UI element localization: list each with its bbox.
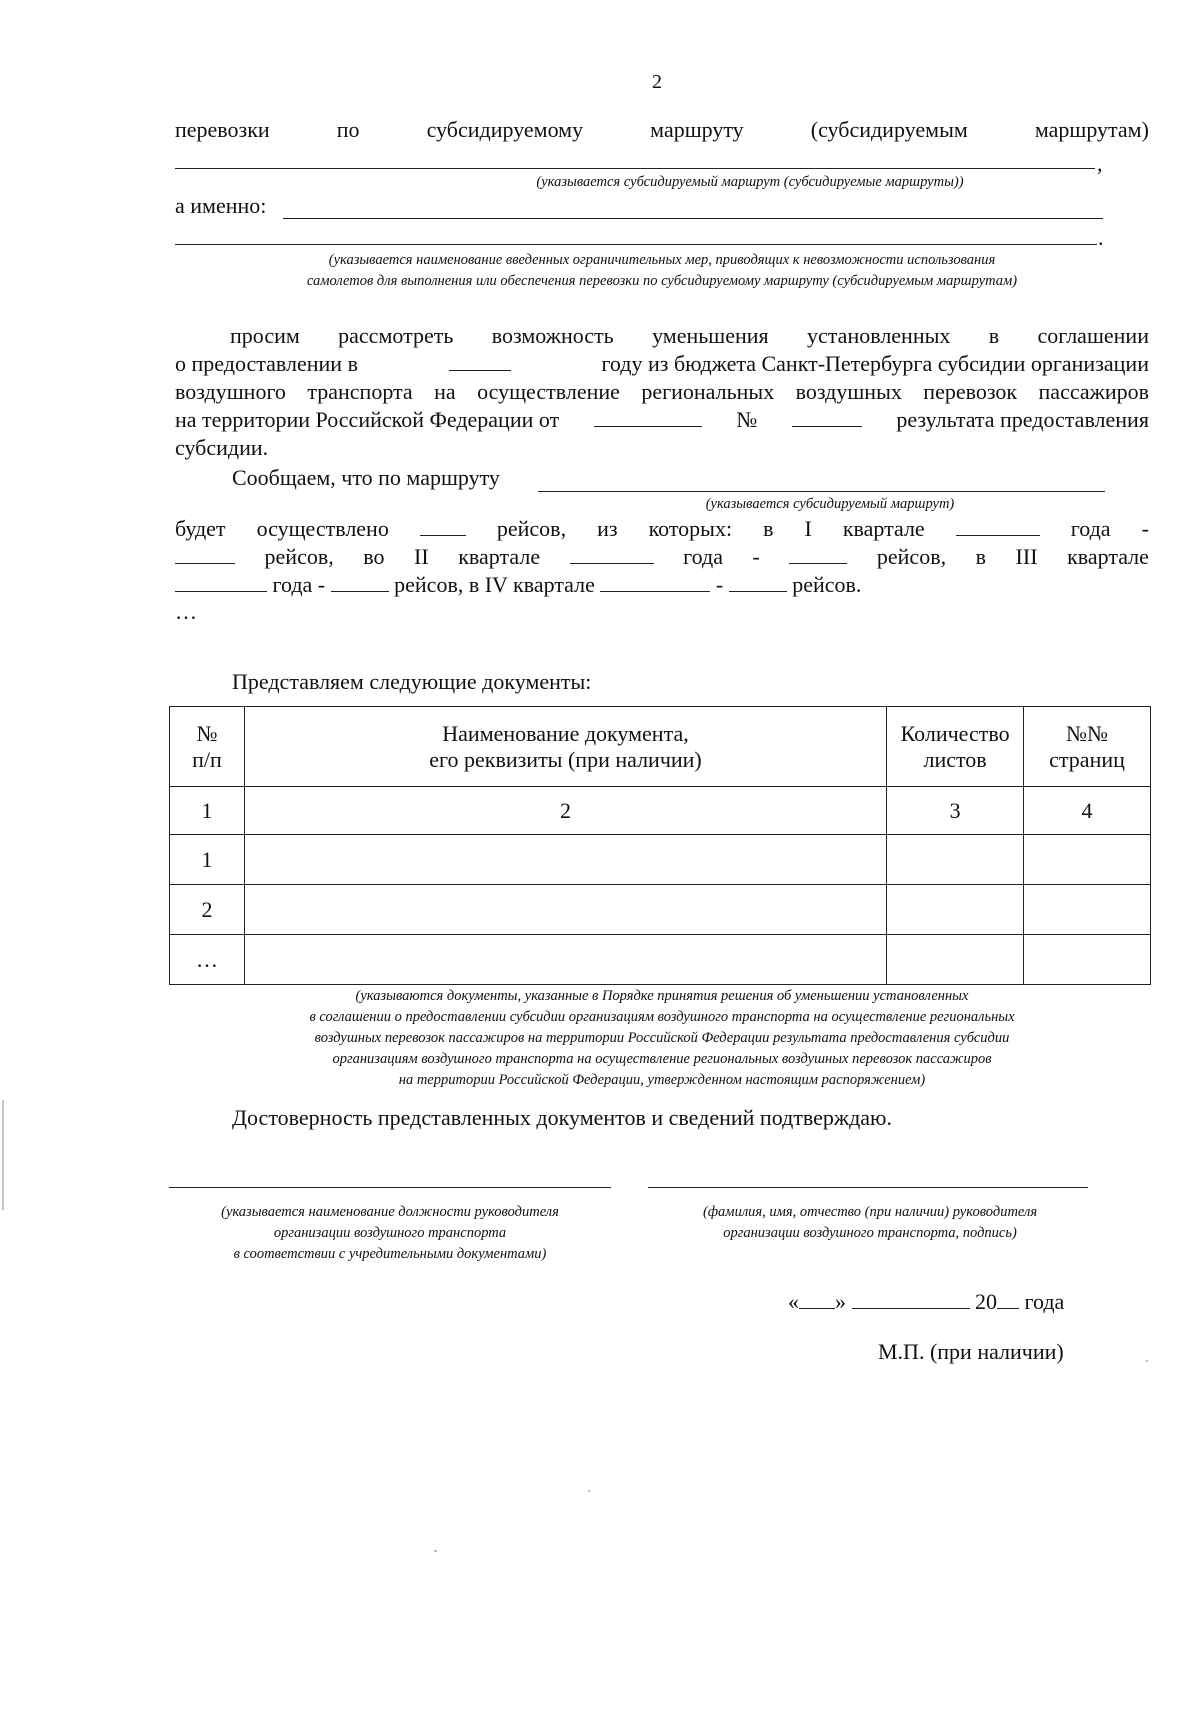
q4-year-field[interactable] <box>600 571 710 592</box>
para1-line4 <box>175 406 1149 434</box>
table-cell: 2 <box>244 787 886 835</box>
document-name-cell[interactable] <box>244 935 886 985</box>
confirmation: Достоверность представленных документов и сведений подтверждаю. <box>232 1105 892 1130</box>
word: осуществлено <box>256 516 389 541</box>
word: квартале <box>1067 544 1149 569</box>
signature-field[interactable] <box>648 1187 1088 1188</box>
word: года <box>1070 516 1111 541</box>
word: возможность <box>491 323 614 348</box>
number-sign: № <box>736 407 758 432</box>
q1-flights-field[interactable] <box>175 543 235 564</box>
word: - <box>1141 516 1149 541</box>
table-numbering-row <box>170 787 1151 835</box>
table-cell: 3 <box>887 787 1024 835</box>
hint-measures-1: (указывается наименование введенных ограничительных мер, приводящих к невозможности использования <box>328 252 996 268</box>
sheets-cell[interactable] <box>887 885 1024 935</box>
word: установленных <box>807 323 951 348</box>
word: перевозки <box>175 117 270 142</box>
sig-left-1: (указывается наименование должности руководителя <box>221 1204 559 1220</box>
namely-field[interactable] <box>283 218 1103 219</box>
table-row <box>170 935 1151 985</box>
month-field[interactable] <box>852 1288 970 1309</box>
word: года <box>683 544 723 569</box>
text: рейсов. <box>792 572 862 597</box>
sheets-cell[interactable] <box>887 935 1024 985</box>
year-suffix-field[interactable] <box>997 1288 1019 1309</box>
table-note-1: (указываются документы, указанные в Порядке принятия решения об уменьшении установленных <box>355 988 969 1004</box>
header-line: листов <box>923 746 987 772</box>
q1-year-field[interactable] <box>956 515 1040 536</box>
word: рейсов, <box>496 516 567 541</box>
text: - <box>715 572 724 597</box>
table-cell: 4 <box>1024 787 1151 835</box>
flights-total-field[interactable] <box>420 515 466 536</box>
scan-mark <box>434 1550 437 1552</box>
word: просим <box>230 323 300 348</box>
header-line: Наименование документа, <box>442 720 689 746</box>
word: рейсов, <box>264 544 334 569</box>
docs-intro: Представляем следующие документы: <box>232 669 592 694</box>
pages-cell[interactable] <box>1024 835 1151 885</box>
sig-left-3: в соответствии с учредительными документами) <box>233 1246 547 1262</box>
header-line: № <box>196 720 218 746</box>
quote-open: « <box>788 1289 799 1314</box>
word: соглашении <box>1037 323 1149 348</box>
pages-cell[interactable] <box>1024 885 1151 935</box>
word: по <box>336 117 360 142</box>
para1-line3: воздушного транспорта на осуществление региональных воздушных перевозок пассажиров <box>175 379 1149 404</box>
documents-table <box>169 706 1151 985</box>
table-note-5: на территории Российской Федерации, утвержденном настоящим распоряжением) <box>398 1072 926 1088</box>
sheets-cell[interactable] <box>887 835 1024 885</box>
word: - <box>752 544 760 569</box>
word: III <box>1015 544 1038 569</box>
word: в <box>975 544 987 569</box>
scan-mark <box>1146 1360 1148 1362</box>
word: которых: <box>648 516 733 541</box>
sig-left-2: организации воздушного транспорта <box>273 1225 507 1241</box>
word: маршрутам) <box>1034 117 1149 142</box>
word: уменьшения <box>652 323 769 348</box>
row-number: 2 <box>170 885 245 935</box>
q2-year-field[interactable] <box>570 543 654 564</box>
document-name-cell[interactable] <box>244 835 886 885</box>
quote-close: » <box>835 1289 846 1314</box>
route-field-2[interactable] <box>538 491 1105 492</box>
q3-year-field[interactable] <box>175 571 267 592</box>
para1-line2 <box>175 350 1149 378</box>
comma: , <box>1097 151 1103 176</box>
col-header-pages <box>1024 707 1151 787</box>
word: (субсидируемым <box>810 117 968 142</box>
year-field[interactable] <box>449 350 511 371</box>
word: маршруту <box>650 117 744 142</box>
day-field[interactable] <box>799 1288 835 1309</box>
text: результата предоставления <box>896 407 1149 432</box>
col-header-name <box>244 707 886 787</box>
table-row <box>170 885 1151 935</box>
date-line <box>788 1288 1064 1316</box>
namely-label: а именно: <box>175 193 267 218</box>
header-line: страниц <box>1049 746 1125 772</box>
table-header-row <box>170 707 1151 787</box>
table-note-2: в соглашении о предоставлении субсидии организациям воздушного транспорта на осуществление региональных <box>309 1009 1015 1025</box>
header-line: п/п <box>192 746 222 772</box>
para2-line4 <box>175 571 861 599</box>
position-field[interactable] <box>169 1187 611 1188</box>
word: II <box>414 544 429 569</box>
text: года - <box>272 572 326 597</box>
para2-lead: Сообщаем, что по маршруту <box>232 465 500 490</box>
table-cell: 1 <box>170 787 245 835</box>
word: из <box>597 516 618 541</box>
sig-right-2: организации воздушного транспорта, подпись) <box>723 1225 1017 1241</box>
word: во <box>363 544 385 569</box>
century: 20 <box>975 1289 997 1314</box>
table-note-4: организациям воздушного транспорта на осуществление региональных воздушных перевозок пассажиров <box>332 1051 992 1067</box>
word: I <box>804 516 812 541</box>
period: . <box>1098 225 1104 250</box>
text: году из бюджета Санкт-Петербурга субсидии организации <box>601 351 1149 376</box>
table-row <box>170 835 1151 885</box>
page-number: 2 <box>652 71 662 93</box>
row-number: 1 <box>170 835 245 885</box>
q4-flights-field[interactable] <box>729 571 787 592</box>
text: рейсов, в IV квартале <box>394 572 595 597</box>
word: рейсов, <box>876 544 947 569</box>
q3-flights-field[interactable] <box>331 571 389 592</box>
header-line: Количество <box>900 720 1010 746</box>
hint-route-plural: (указывается субсидируемый маршрут (субсидируемые маршруты)) <box>536 174 964 190</box>
sig-right-1: (фамилия, имя, отчество (при наличии) руководителя <box>702 1204 1038 1220</box>
para1-line1 <box>230 322 1149 350</box>
ellipsis: … <box>175 599 197 624</box>
row-number: … <box>170 935 245 985</box>
word: субсидируемому <box>426 117 584 142</box>
header-line: его реквизиты (при наличии) <box>429 746 702 772</box>
word: будет <box>175 516 226 541</box>
stamp-note: М.П. (при наличии) <box>878 1339 1064 1364</box>
hint-measures-2: самолетов для выполнения или обеспечения перевозки по субсидируемому маршруту (субсидируемым маршрутам) <box>306 273 1018 289</box>
table-note-3: воздушных перевозок пассажиров на территории Российской Федерации результата предоставления субсидии <box>314 1030 1010 1046</box>
col-header-number <box>170 707 245 787</box>
col-header-sheets <box>887 707 1024 787</box>
scan-mark <box>588 1490 590 1492</box>
text: о предоставлении в <box>175 351 358 376</box>
header-line: №№ <box>1066 720 1109 746</box>
year-word: года <box>1024 1289 1065 1314</box>
word: рассмотреть <box>338 323 454 348</box>
para2-hint: (указывается субсидируемый маршрут) <box>705 496 955 512</box>
text: на территории Российской Федерации от <box>175 407 560 432</box>
q2-flights-field[interactable] <box>789 543 847 564</box>
route-intro-line <box>175 116 1149 144</box>
route-field[interactable] <box>175 168 1095 169</box>
para2-line2 <box>175 515 1149 543</box>
para1-line5: субсидии. <box>175 435 269 460</box>
word: в <box>988 323 1000 348</box>
pages-cell[interactable] <box>1024 935 1151 985</box>
word: квартале <box>458 544 541 569</box>
para2-line3 <box>175 543 1149 571</box>
agreement-date-field[interactable] <box>594 406 702 427</box>
scan-mark <box>2 1100 4 1210</box>
word: квартале <box>842 516 925 541</box>
document-name-cell[interactable] <box>244 885 886 935</box>
agreement-number-field[interactable] <box>792 406 862 427</box>
measures-field[interactable] <box>175 244 1097 245</box>
word: в <box>763 516 774 541</box>
